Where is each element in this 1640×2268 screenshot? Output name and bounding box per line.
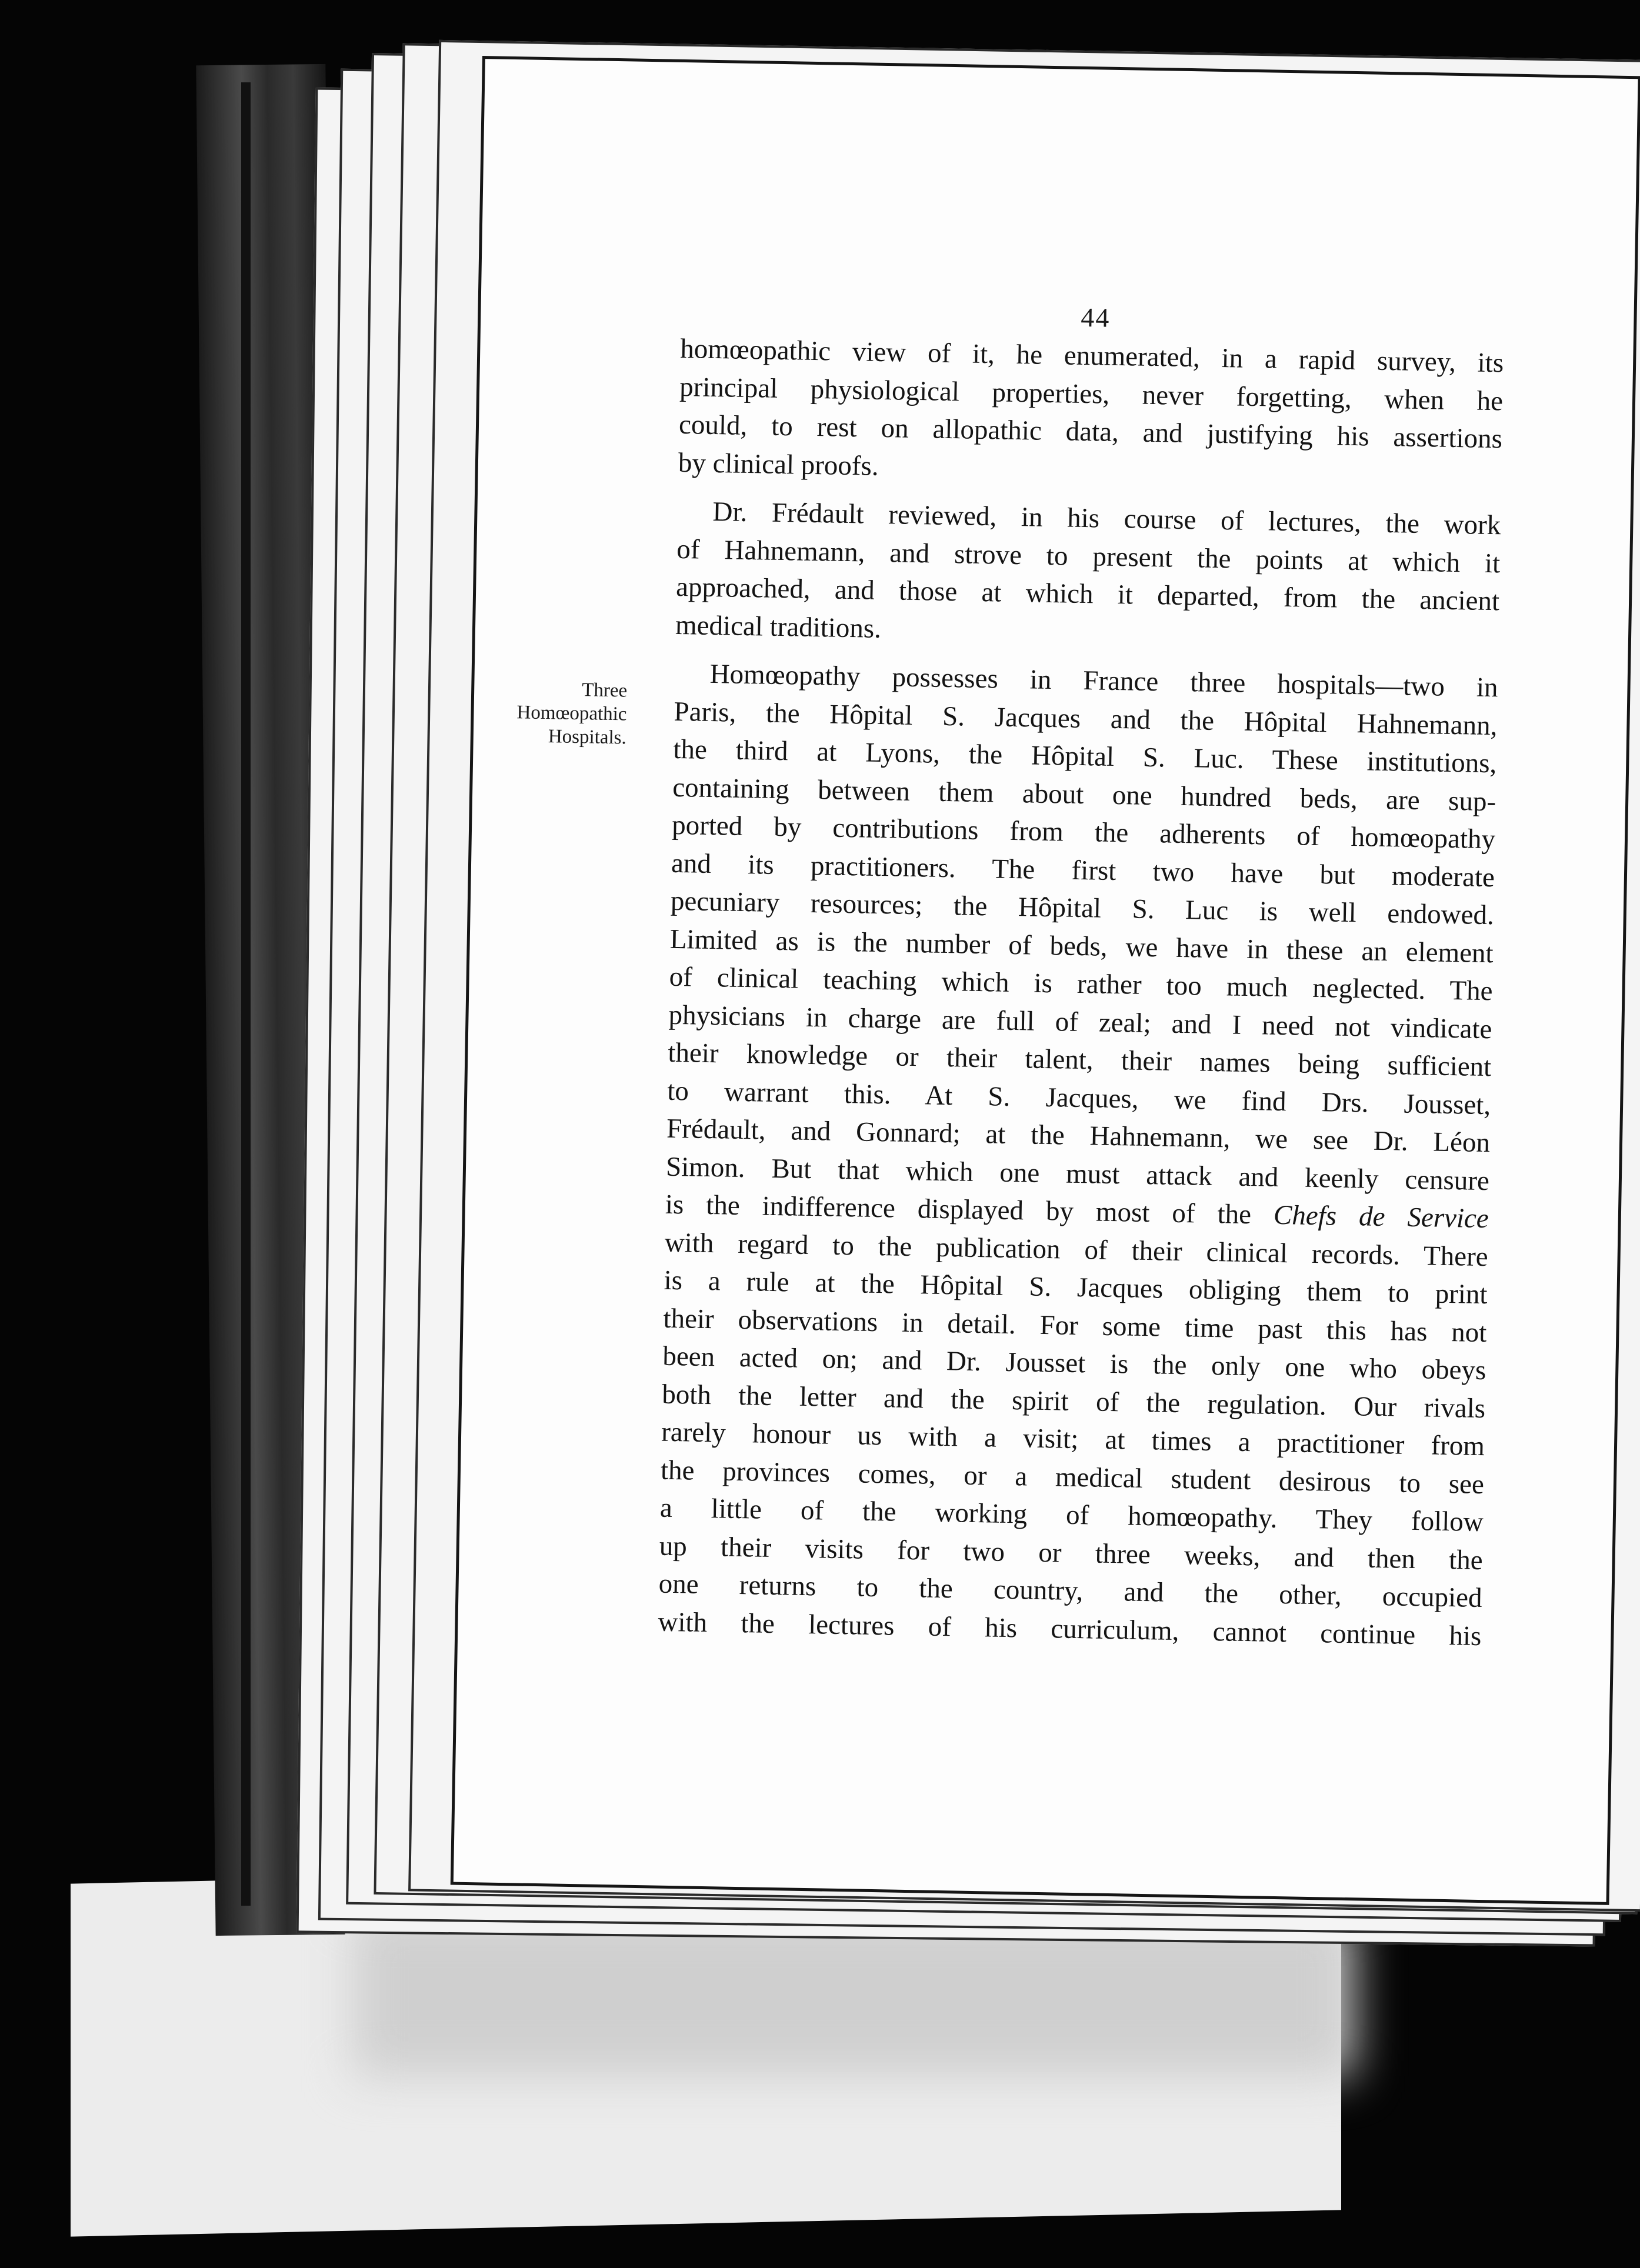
margin-note-line: Three xyxy=(581,679,628,702)
text-line: approached, and those at which it departed, from the ancient xyxy=(675,571,1500,617)
margin-note-line: Hospitals. xyxy=(548,726,627,749)
body-text xyxy=(658,330,1504,1655)
text-line: Frédault, and Gonnard; at the Hahnemann, we see Dr. Léon xyxy=(666,1113,1491,1159)
text-line: Dr. Frédault reviewed, in his course of lectures, the work xyxy=(712,496,1501,541)
book-edge-strip xyxy=(241,82,251,1906)
text-line: physicians in charge are full of zeal; and I need not vindicate xyxy=(668,999,1492,1045)
text-line: been acted on; and Dr. Jousset is the only one who obeys xyxy=(662,1340,1486,1386)
margin-note-line: Homœopathic xyxy=(516,702,627,725)
text-line: the third at Lyons, the Hôpital S. Luc. These institutions, xyxy=(673,733,1497,779)
text-line: the provinces comes, or a medical student desirous to see xyxy=(660,1455,1485,1500)
text-line: pecuniary resources; the Hôpital S. Luc is well endowed. xyxy=(670,885,1495,931)
text-line: their knowledge or their talent, their names being sufficient xyxy=(668,1037,1492,1083)
text-line: with the lectures of his curriculum, cannot continue his xyxy=(658,1606,1482,1652)
text-line: a little of the working of homœopathy. They follow xyxy=(659,1492,1484,1538)
text-line: up their visits for two or three weeks, and then the xyxy=(659,1530,1484,1576)
text-line: containing between them about one hundred beds, are sup- xyxy=(672,772,1496,817)
text-line: of Hahnemann, and strove to present the points at which it xyxy=(676,533,1501,579)
text-line: ported by contributions from the adherents of homœopathy xyxy=(671,809,1496,855)
text-run: is the indifference displayed by most of the Chefs de Service xyxy=(665,1189,1489,1235)
text-line: Limited as is the number of beds, we have in these an element xyxy=(669,923,1494,969)
text-line: homœopathic view of it, he enumerated, in a rapid survey, its xyxy=(679,333,1504,379)
text-line: is a rule at the Hôpital S. Jacques obliging them to print xyxy=(664,1265,1488,1310)
page-number: 44 xyxy=(1080,302,1111,333)
text-line: Paris, the Hôpital S. Jacques and the Hôpital Hahnemann, xyxy=(674,696,1498,741)
text-line: one returns to the country, and the other, occupied xyxy=(658,1568,1482,1614)
text-line: by clinical proofs. xyxy=(678,447,879,482)
text-line: their observations in detail. For some time past this has not xyxy=(663,1303,1487,1348)
italic-phrase: Chefs de Service xyxy=(1273,1199,1489,1235)
text-line: principal physiological properties, never forgetting, when he xyxy=(679,371,1504,416)
book-page xyxy=(451,56,1640,1905)
text-line: Simon. But that which one must attack and keenly censure xyxy=(665,1151,1490,1196)
text-line: of clinical teaching which is rather too much neglected. The xyxy=(669,961,1493,1007)
text-line: Homœopathy possesses in France three hospitals—two in xyxy=(709,658,1498,703)
text-line: and its practitioners. The first two have but moderate xyxy=(671,848,1495,893)
text-line: to warrant this. At S. Jacques, we find Drs. Jousset, xyxy=(666,1075,1491,1120)
margin-note xyxy=(473,676,627,750)
text-line: medical traditions. xyxy=(675,609,882,644)
text-line: both the letter and the spirit of the regulation. Our rivals xyxy=(661,1379,1486,1424)
text-line: could, to rest on allopathic data, and justifying his assertions xyxy=(678,409,1503,455)
text-line: rarely honour us with a visit; at times a practitioner from xyxy=(661,1416,1485,1462)
text-line: with regard to the publication of their clinical records. There xyxy=(664,1227,1489,1272)
